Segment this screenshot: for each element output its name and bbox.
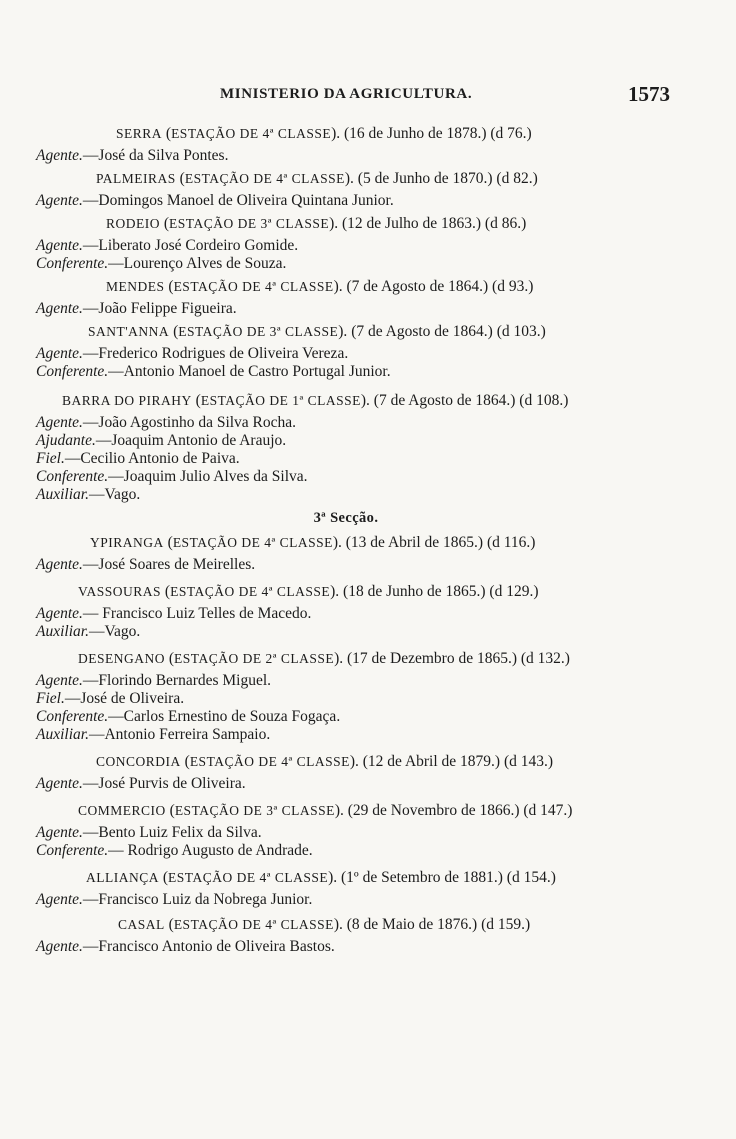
- staff-name: —Bento Luiz Felix da Silva.: [82, 824, 262, 841]
- staff-line: [36, 708, 656, 726]
- staff-role: Fiel.: [36, 690, 65, 707]
- staff-name: —Cecilio Antonio de Paiva.: [64, 450, 240, 467]
- station-entry: [36, 124, 656, 165]
- staff-name: —Liberato José Cordeiro Gomide.: [82, 237, 299, 254]
- page-number: 1573: [628, 82, 670, 106]
- staff-role: Agente.: [36, 938, 83, 955]
- station-class: ESTAÇÃO DE 4ª CLASSE: [172, 535, 333, 550]
- station-heading: ALLIANÇA (ESTAÇÃO DE 4ª CLASSE). (1º de Setembro de 1881.) (d 154.): [86, 869, 556, 886]
- staff-name: —Frederico Rodrigues de Oliveira Vereza.: [82, 345, 349, 362]
- station-ref: (d 93.): [492, 278, 534, 295]
- staff-role: Agente.: [36, 775, 83, 792]
- station-name: PALMEIRAS: [96, 171, 176, 186]
- staff-role: Conferente.: [36, 255, 109, 272]
- staff-line: [36, 237, 656, 255]
- station-date: (12 de Abril de 1879.): [362, 753, 501, 770]
- station-date: (16 de Junho de 1878.): [344, 125, 487, 142]
- staff-role: Conferente.: [36, 842, 109, 859]
- station-date: (17 de Dezembro de 1865.): [347, 650, 518, 667]
- staff-role: Agente.: [36, 672, 83, 689]
- staff-name: —Vago.: [88, 486, 141, 503]
- station-entry: [36, 277, 656, 318]
- station-date: (18 de Junho de 1865.): [343, 583, 486, 600]
- staff-line: [36, 147, 656, 165]
- staff-role: Agente.: [36, 891, 83, 908]
- staff-name: —Domingos Manoel de Oliveira Quintana Junior.: [82, 192, 394, 209]
- staff-line: [36, 363, 656, 381]
- station-name: COMMERCIO: [78, 803, 166, 818]
- station-heading: MENDES (ESTAÇÃO DE 4ª CLASSE). (7 de Agosto de 1864.) (d 93.): [106, 278, 534, 295]
- station-ref: (d 116.): [486, 534, 536, 551]
- station-heading: YPIRANGA (ESTAÇÃO DE 4ª CLASSE). (13 de Abril de 1865.) (d 116.): [90, 534, 536, 551]
- station-date: (1º de Setembro de 1881.): [341, 869, 503, 886]
- station-ref: (d 82.): [496, 170, 538, 187]
- staff-role: Auxiliar.: [36, 486, 89, 503]
- station-heading: PALMEIRAS (ESTAÇÃO DE 4ª CLASSE). (5 de Junho de 1870.) (d 82.): [96, 170, 538, 187]
- station-name: RODEIO: [106, 216, 160, 231]
- station-entry: [36, 322, 656, 381]
- staff-line: [36, 891, 656, 909]
- station-name: CONCORDIA: [96, 754, 181, 769]
- staff-role: Agente.: [36, 556, 83, 573]
- station-ref: (d 132.): [520, 650, 570, 667]
- staff-line: [36, 255, 656, 273]
- station-heading: SERRA (ESTAÇÃO DE 4ª CLASSE). (16 de Junho de 1878.) (d 76.): [116, 125, 532, 142]
- station-entry: [36, 391, 656, 504]
- staff-name: —Lourenço Alves de Souza.: [108, 255, 287, 272]
- staff-line: [36, 486, 656, 504]
- station-name: DESENGANO: [78, 651, 165, 666]
- station-heading: BARRA DO PIRAHY (ESTAÇÃO DE 1ª CLASSE). (7 de Agosto de 1864.) (d 108.): [62, 392, 569, 409]
- station-class: ESTAÇÃO DE 4ª CLASSE: [173, 279, 334, 294]
- staff-line: [36, 432, 656, 450]
- station-entry: [36, 915, 656, 956]
- staff-role: Conferente.: [36, 468, 109, 485]
- staff-line: [36, 345, 656, 363]
- staff-role: Auxiliar.: [36, 726, 89, 743]
- station-heading: RODEIO (ESTAÇÃO DE 3ª CLASSE). (12 de Julho de 1863.) (d 86.): [106, 215, 527, 232]
- station-date: (8 de Maio de 1876.): [346, 916, 478, 933]
- station-entry: [36, 169, 656, 210]
- station-ref: (d 147.): [523, 802, 573, 819]
- staff-line: [36, 556, 656, 574]
- station-ref: (d 154.): [506, 869, 556, 886]
- station-name: SERRA: [116, 126, 163, 141]
- staff-role: Agente.: [36, 147, 83, 164]
- station-date: (13 de Abril de 1865.): [345, 534, 484, 551]
- station-entry: [36, 752, 656, 793]
- station-ref: (d 143.): [503, 753, 554, 770]
- staff-name: —Antonio Manoel de Castro Portugal Junior.: [108, 363, 391, 380]
- station-date: (29 de Novembro de 1866.): [347, 802, 520, 819]
- staff-line: [36, 775, 656, 793]
- section-heading: 3ª Secção.: [313, 510, 379, 526]
- staff-line: [36, 726, 656, 744]
- station-heading: VASSOURAS (ESTAÇÃO DE 4ª CLASSE). (18 de Junho de 1865.) (d 129.): [78, 583, 539, 600]
- station-ref: (d 76.): [490, 125, 532, 142]
- station-ref: (d 159.): [481, 916, 531, 933]
- station-ref: (d 103.): [496, 323, 546, 340]
- staff-name: —João Agostinho da Silva Rocha.: [82, 414, 297, 431]
- station-class: ESTAÇÃO DE 3ª CLASSE: [178, 324, 339, 339]
- station-ref: (d 86.): [484, 215, 527, 232]
- staff-line: [36, 842, 656, 860]
- staff-role: Fiel.: [36, 450, 65, 467]
- station-heading: SANT'ANNA (ESTAÇÃO DE 3ª CLASSE). (7 de Agosto de 1864.) (d 103.): [88, 323, 546, 340]
- staff-role: Agente.: [36, 237, 83, 254]
- staff-name: —Vago.: [88, 623, 141, 640]
- staff-role: Auxiliar.: [36, 623, 89, 640]
- staff-line: [36, 824, 656, 842]
- staff-name: —Antonio Ferreira Sampaio.: [88, 726, 271, 743]
- staff-name: —José de Oliveira.: [64, 690, 185, 707]
- station-name: CASAL: [118, 917, 165, 932]
- station-entry: [36, 582, 656, 641]
- station-ref: (d 129.): [489, 583, 539, 600]
- station-class: ESTAÇÃO DE 2ª CLASSE: [174, 651, 335, 666]
- staff-name: —José Soares de Meirelles.: [82, 556, 256, 573]
- station-name: YPIRANGA: [90, 535, 164, 550]
- staff-line: [36, 672, 656, 690]
- staff-name: —João Felippe Figueira.: [82, 300, 237, 317]
- station-entry: [36, 868, 656, 909]
- staff-role: Agente.: [36, 414, 83, 431]
- staff-role: Agente.: [36, 605, 83, 622]
- staff-name: — Rodrigo Augusto de Andrade.: [108, 842, 313, 859]
- page-title: MINISTERIO DA AGRICULTURA.: [220, 86, 473, 102]
- staff-role: Ajudante.: [36, 432, 96, 449]
- station-class: ESTAÇÃO DE 4ª CLASSE: [170, 584, 331, 599]
- station-name: SANT'ANNA: [88, 324, 170, 339]
- station-entry: [36, 533, 656, 574]
- station-class: ESTAÇÃO DE 4ª CLASSE: [184, 171, 345, 186]
- staff-line: [36, 468, 656, 486]
- staff-role: Agente.: [36, 192, 83, 209]
- staff-line: [36, 192, 656, 210]
- station-class: ESTAÇÃO DE 4ª CLASSE: [189, 754, 350, 769]
- staff-line: [36, 414, 656, 432]
- station-class: ESTAÇÃO DE 4ª CLASSE: [171, 126, 332, 141]
- staff-line: [36, 623, 656, 641]
- staff-name: —Carlos Ernestino de Souza Fogaça.: [108, 708, 341, 725]
- station-date: (7 de Agosto de 1864.): [373, 392, 516, 409]
- staff-name: —José da Silva Pontes.: [82, 147, 229, 164]
- staff-name: —Francisco Antonio de Oliveira Bastos.: [82, 938, 335, 955]
- station-date: (7 de Agosto de 1864.): [351, 323, 493, 340]
- station-entry: [36, 214, 656, 273]
- staff-line: [36, 300, 656, 318]
- staff-line: [36, 605, 656, 623]
- staff-name: — Francisco Luiz Telles de Macedo.: [82, 605, 312, 622]
- station-date: (7 de Agosto de 1864.): [346, 278, 489, 295]
- staff-name: —Florindo Bernardes Miguel.: [82, 672, 272, 689]
- staff-name: —Joaquim Antonio de Araujo.: [95, 432, 287, 449]
- station-ref: (d 108.): [519, 392, 569, 409]
- staff-name: —Joaquim Julio Alves da Silva.: [108, 468, 308, 485]
- staff-line: [36, 938, 656, 956]
- staff-name: —José Purvis de Oliveira.: [82, 775, 246, 792]
- staff-role: Agente.: [36, 300, 83, 317]
- station-class: ESTAÇÃO DE 1ª CLASSE: [200, 393, 361, 408]
- staff-role: Conferente.: [36, 708, 109, 725]
- station-date: (5 de Junho de 1870.): [357, 170, 493, 187]
- station-date: (12 de Julho de 1863.): [342, 215, 482, 232]
- station-name: ALLIANÇA: [86, 870, 159, 885]
- station-heading: CASAL (ESTAÇÃO DE 4ª CLASSE). (8 de Maio de 1876.) (d 159.): [118, 916, 531, 933]
- station-heading: COMMERCIO (ESTAÇÃO DE 3ª CLASSE). (29 de Novembro de 1866.) (d 147.): [78, 802, 573, 819]
- staff-line: [36, 450, 656, 468]
- station-name: BARRA DO PIRAHY: [62, 393, 192, 408]
- staff-role: Agente.: [36, 824, 83, 841]
- station-heading: CONCORDIA (ESTAÇÃO DE 4ª CLASSE). (12 de Abril de 1879.) (d 143.): [96, 753, 554, 770]
- station-class: ESTAÇÃO DE 3ª CLASSE: [174, 803, 335, 818]
- station-heading: DESENGANO (ESTAÇÃO DE 2ª CLASSE). (17 de Dezembro de 1865.) (d 132.): [78, 650, 570, 667]
- staff-name: —Francisco Luiz da Nobrega Junior.: [82, 891, 313, 908]
- staff-line: [36, 690, 656, 708]
- station-class: ESTAÇÃO DE 4ª CLASSE: [173, 917, 334, 932]
- running-head: [0, 82, 736, 112]
- station-entry: [36, 649, 656, 744]
- station-entry: [36, 801, 656, 860]
- document-body: [36, 120, 656, 956]
- station-name: MENDES: [106, 279, 165, 294]
- staff-role: Agente.: [36, 345, 83, 362]
- station-class: ESTAÇÃO DE 3ª CLASSE: [169, 216, 330, 231]
- station-name: VASSOURAS: [78, 584, 162, 599]
- station-class: ESTAÇÃO DE 4ª CLASSE: [168, 870, 329, 885]
- staff-role: Conferente.: [36, 363, 109, 380]
